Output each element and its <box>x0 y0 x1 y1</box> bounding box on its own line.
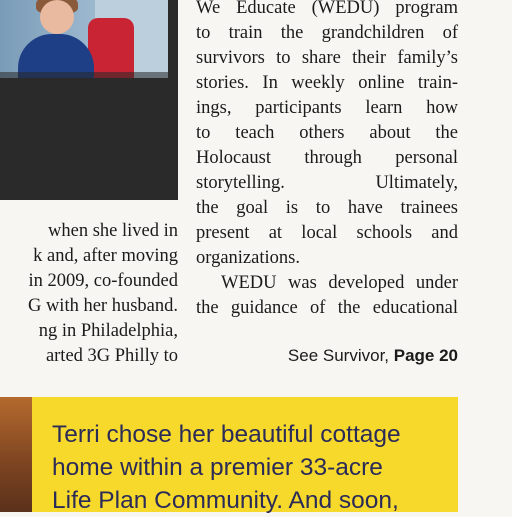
continued-on-link[interactable] <box>288 346 458 366</box>
red-chair <box>88 18 134 78</box>
ad-line: Life Plan Community. And soon, <box>52 487 399 514</box>
right-column <box>196 0 458 321</box>
advertisement-text <box>52 418 452 517</box>
ad-line: Terri chose her beautiful cottage <box>52 421 401 448</box>
text-line: storytelling. Ultimately, <box>196 173 458 193</box>
text-line: stories. In weekly online train- <box>196 73 458 93</box>
left-line: ng in Philadelphia, <box>38 321 178 341</box>
video-call-frame <box>0 0 168 78</box>
text-line: survivors to share their family’s <box>196 48 458 68</box>
participant-name-bar <box>0 72 168 78</box>
text-line: WEDU was developed under <box>221 273 458 293</box>
text-line: to teach others about the <box>196 123 458 143</box>
text-line: to train the grandchildren of <box>196 23 458 43</box>
ad-line: home within a premier 33-acre <box>52 454 383 481</box>
left-line: when she lived in <box>48 221 178 241</box>
left-line: in 2009, co-founded <box>28 271 178 291</box>
text-line: present at local schools and <box>196 223 458 243</box>
text-line: the goal is to have trainees <box>196 198 458 218</box>
text-line: ings, participants learn how <box>196 98 458 118</box>
left-column <box>0 219 178 369</box>
article-photo <box>0 0 178 200</box>
text-line: organizations. <box>196 248 300 268</box>
ad-photo-edge <box>0 397 32 512</box>
jump-prefix: See Survivor, <box>287 346 394 365</box>
text-line: Holocaust through personal <box>196 148 458 168</box>
paragraph-1 <box>196 0 458 271</box>
text-line: We Educate (WEDU) program <box>196 0 458 18</box>
left-line: k and, after moving <box>33 246 178 266</box>
left-line: G with her husband. <box>27 296 178 316</box>
left-line: arted 3G Philly to <box>45 346 178 366</box>
text-line: the guidance of the educational <box>196 298 458 318</box>
jump-page: Page 20 <box>393 346 458 365</box>
paragraph-2 <box>196 271 458 321</box>
